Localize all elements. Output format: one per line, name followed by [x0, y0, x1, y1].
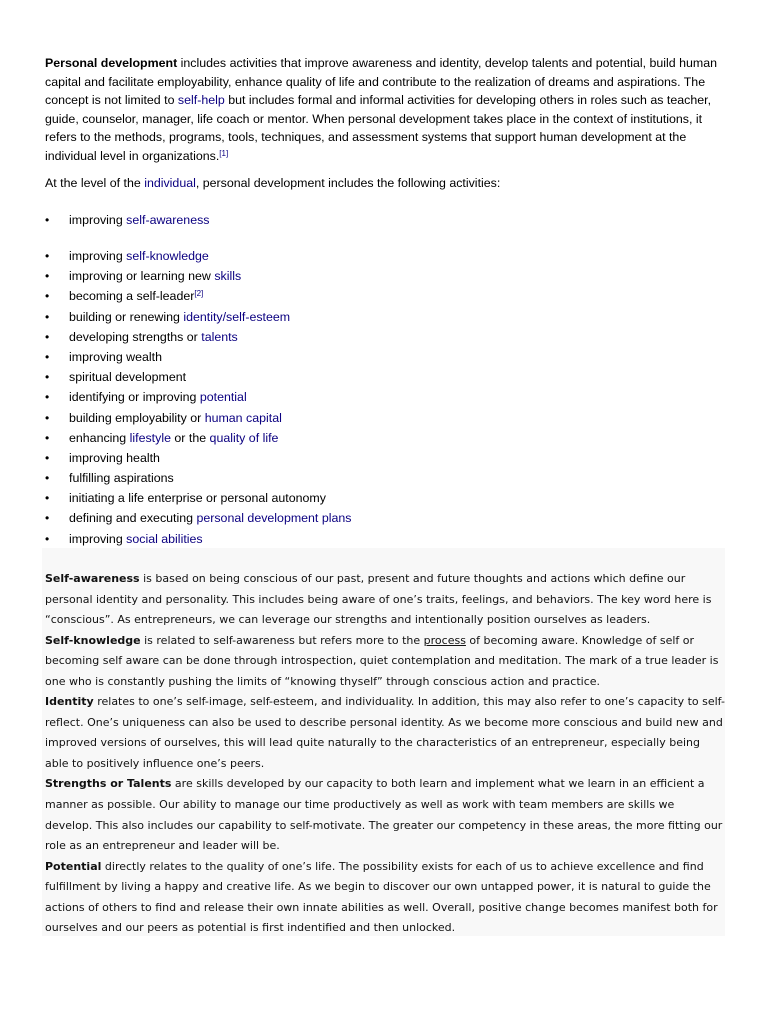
list-item — [45, 529, 725, 549]
link-self-awareness[interactable]: self-awareness — [126, 213, 210, 227]
link-social-abilities[interactable]: social abilities — [126, 531, 203, 546]
link-human-capital[interactable]: human capital — [204, 410, 282, 425]
list-item — [45, 266, 725, 286]
intro-paragraph — [45, 54, 725, 166]
list-item — [45, 387, 725, 407]
list-item — [45, 286, 725, 306]
definitions-box — [42, 548, 725, 936]
activity-text: becoming a self-leader — [69, 289, 195, 304]
intro-text-1: includes activities that improve awareness and identity, develop talents and potential, build human capital and facilitate employability, enhance quality of life and contribute to the realization of dreams and aspirations. The concept is not limited to — [45, 56, 717, 108]
definition-text: of becoming aware. Knowledge of self or becoming self aware can be done through introspection, quiet contemplation and meditation. The mark of a true leader is one who is constantly pushing the limits of “knowing thyself” through conscious action and practice. — [45, 633, 719, 688]
activity-text: improving wealth — [69, 349, 162, 364]
bullet-icon: • — [45, 249, 50, 263]
bullet-icon: • — [45, 329, 50, 344]
bullet-icon: • — [45, 213, 50, 227]
bullet-icon: • — [45, 269, 50, 284]
list-item — [45, 428, 725, 448]
list-item — [45, 488, 725, 508]
activity-text: initiating a life enterprise or personal autonomy — [69, 491, 326, 506]
definition-self-awareness — [45, 569, 725, 631]
activity-text: developing strengths or — [69, 329, 202, 344]
link-potential[interactable]: potential — [199, 390, 247, 405]
intro-term: Personal development — [45, 56, 178, 70]
link-skills[interactable]: skills — [214, 269, 242, 284]
link-lifestyle[interactable]: lifestyle — [129, 430, 171, 445]
bullet-icon: • — [45, 430, 50, 445]
activity-list-first — [45, 210, 725, 230]
level-paragraph — [45, 174, 725, 192]
definition-self-knowledge — [45, 631, 725, 693]
link-individual[interactable]: individual — [144, 176, 196, 190]
list-item — [45, 347, 725, 367]
activity-text: defining and executing — [69, 511, 197, 526]
bullet-icon: • — [45, 289, 50, 304]
term-potential: Potential — [45, 859, 102, 873]
bullet-icon: • — [45, 309, 50, 324]
bullet-icon: • — [45, 511, 50, 526]
list-item — [45, 327, 725, 347]
link-self-knowledge[interactable]: self-knowledge — [126, 249, 209, 263]
activity-list — [45, 246, 725, 549]
bullet-icon: • — [45, 450, 50, 465]
activity-text: enhancing — [69, 430, 130, 445]
term-identity: Identity — [45, 695, 94, 709]
reference-2-link[interactable]: [2] — [194, 289, 204, 299]
bullet-icon: • — [45, 390, 50, 405]
list-item — [45, 468, 725, 488]
definition-strengths — [45, 774, 725, 856]
bullet-icon: • — [45, 349, 50, 364]
definition-text: directly relates to the quality of one’s life. The possibility exists for each of us to achieve excellence and find fulfillment by living a happy and creative life. As we begin to discover our own untapped power, it is natural to guide the actions of others to find and release their own innate abilities as well. Overall, positive change becomes manifest both for ourselves and our peers as potential is first indentified and then unlocked. — [45, 859, 718, 935]
list-item — [45, 210, 725, 230]
reference-1-link[interactable]: [1] — [219, 148, 229, 158]
bullet-icon: • — [45, 410, 50, 425]
definition-text: is related to self-awareness but refers more to the — [140, 633, 424, 647]
activity-text: improving — [69, 213, 127, 227]
activity-text: spiritual development — [69, 370, 187, 385]
list-item — [45, 508, 725, 528]
list-item — [45, 408, 725, 428]
activity-text: building or renewing — [69, 309, 184, 324]
activity-text: fulfilling aspirations — [69, 471, 174, 486]
term-self-awareness: Self-awareness — [45, 572, 140, 585]
level-text-1: At the level of the — [45, 176, 145, 190]
bullet-icon: • — [45, 491, 50, 506]
definition-identity — [45, 692, 725, 774]
list-item — [45, 448, 725, 468]
link-personal-development-plans[interactable]: personal development plans — [196, 511, 352, 526]
term-self-knowledge: Self-knowledge — [45, 633, 141, 647]
link-self-help[interactable]: self-help — [177, 93, 225, 108]
activity-text: or the — [170, 430, 210, 445]
intro-text-2: but includes formal and informal activities for developing others in roles such as teacher, guide, counselor, manager, life coach or mentor. When personal development takes place in the context of institutions, it refers to the methods, programs, tools, techniques, and assessment systems that support human development at the individual level in organizations. — [45, 93, 712, 163]
bullet-icon: • — [45, 531, 50, 546]
definition-potential — [45, 857, 725, 939]
underlined-word: process — [423, 633, 466, 647]
activity-text: improving — [69, 249, 127, 263]
activity-text: improving health — [69, 450, 160, 465]
list-item — [45, 367, 725, 387]
activity-text: improving — [69, 531, 127, 546]
link-talents[interactable]: talents — [201, 329, 238, 344]
list-item — [45, 307, 725, 327]
term-strengths-or-talents: Strengths or Talents — [45, 777, 172, 791]
level-text-2: , personal development includes the following activities: — [195, 176, 501, 190]
activity-text: building employability or — [69, 410, 205, 425]
definition-text: are skills developed by our capacity to both learn and implement what we learn in an efficient a manner as possible. Our ability to manage our time productively as well as work with team members are skills we develop. This also includes our capability to self-motivate. The greater our competency in these areas, the more fitting our role as an entrepreneur and leader will be. — [45, 777, 723, 853]
activity-text: identifying or improving — [69, 390, 200, 405]
bullet-icon: • — [45, 370, 50, 385]
list-item — [45, 246, 725, 266]
link-quality-of-life[interactable]: quality of life — [209, 430, 279, 445]
link-identity-self-esteem[interactable]: identity/self-esteem — [183, 309, 291, 324]
definition-text: is based on being conscious of our past, present and future thoughts and actions which define our personal identity and personality. This includes being aware of one’s traits, feelings, and behaviors. The key word here is “conscious”. As entrepreneurs, we can leverage our strengths and intentionally position ourselves as leaders. — [45, 572, 712, 627]
definition-text: relates to one’s self-image, self-esteem, and individuality. In addition, this may also refer to one’s capacity to self-reflect. One’s uniqueness can also be used to describe personal identity. As we become more conscious and build new and improved versions of ourselves, this will lead quite naturally to the characteristics of an entrepreneur, especially being able to positively influence one’s peers. — [45, 695, 725, 770]
definitions-text — [45, 569, 725, 939]
bullet-icon: • — [45, 471, 50, 486]
activity-text: improving or learning new — [69, 269, 215, 284]
